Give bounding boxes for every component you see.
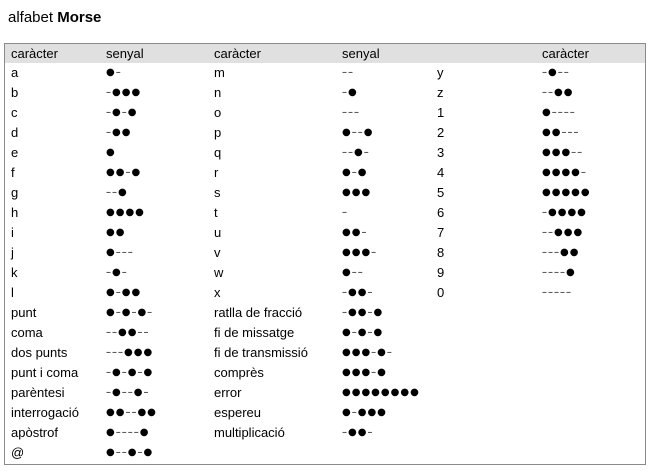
morse-char-cell: 0 — [437, 285, 445, 300]
morse-char-cell: 2 — [437, 125, 445, 140]
morse-char-cell: fi de transmissió — [214, 345, 308, 360]
morse-code-cell: ––– — [342, 107, 360, 118]
morse-code-cell: ● — [106, 147, 116, 158]
morse-table — [4, 43, 646, 465]
morse-code-cell: ●●––– — [542, 127, 580, 138]
morse-code-cell: ●–● — [342, 167, 368, 178]
morse-code-cell: ●●●●– — [542, 167, 587, 178]
morse-code-cell: ●–●●● — [342, 407, 387, 418]
title-prefix: alfabet — [8, 9, 54, 26]
morse-code-cell: –●– — [106, 267, 128, 278]
morse-char-cell: x — [214, 285, 221, 300]
morse-code-cell: – — [342, 207, 348, 218]
morse-code-cell: ●– — [106, 67, 122, 78]
morse-code-cell: –●––●– — [106, 387, 150, 398]
morse-char-cell: espereu — [214, 405, 261, 420]
morse-char-cell: e — [11, 145, 19, 160]
morse-char-cell: 8 — [437, 245, 445, 260]
morse-code-cell: ●–●–● — [342, 327, 384, 338]
morse-code-cell: ●––● — [342, 127, 374, 138]
morse-char-cell: multiplicació — [214, 425, 285, 440]
morse-code-cell: ●●●● — [106, 207, 145, 218]
morse-char-cell: k — [11, 265, 18, 280]
morse-char-cell: 5 — [437, 185, 445, 200]
morse-code-cell: ––● — [106, 187, 128, 198]
morse-code-cell: ●●●– — [342, 247, 378, 258]
morse-char-cell: y — [437, 65, 444, 80]
morse-char-cell: j — [11, 245, 14, 260]
morse-code-cell: ●● — [106, 227, 126, 238]
morse-code-cell: ●●–● — [106, 167, 142, 178]
page-title — [8, 8, 101, 28]
morse-char-cell: error — [214, 385, 242, 400]
morse-code-cell: ●––– — [106, 247, 134, 258]
header-char-1: caràcter — [11, 46, 58, 61]
morse-char-cell: t — [214, 205, 218, 220]
morse-char-cell: h — [11, 205, 19, 220]
morse-char-cell: r — [214, 165, 219, 180]
morse-code-cell: ●–––– — [542, 107, 576, 118]
morse-code-cell: ●–●–●– — [106, 307, 154, 318]
morse-code-cell: –●●● — [106, 87, 142, 98]
morse-code-cell: ●●●–●– — [342, 347, 393, 358]
morse-char-cell: 9 — [437, 265, 445, 280]
morse-code-cell: ●–– — [342, 267, 364, 278]
morse-char-cell: apòstrof — [11, 425, 58, 440]
morse-char-cell: parèntesi — [11, 385, 65, 400]
morse-char-cell: f — [11, 165, 15, 180]
title-bold: Morse — [57, 9, 102, 26]
morse-char-cell: punt i coma — [11, 365, 79, 380]
morse-char-cell: a — [11, 65, 19, 80]
morse-char-cell: w — [214, 265, 224, 280]
morse-code-cell: –● — [342, 87, 358, 98]
morse-char-cell: coma — [11, 325, 43, 340]
morse-char-cell: fi de missatge — [214, 325, 295, 340]
morse-code-cell: –●–●–● — [106, 367, 154, 378]
morse-code-cell: ●●●●● — [542, 187, 591, 198]
morse-code-cell: ●●●–● — [342, 367, 387, 378]
morse-code-cell: ––––● — [542, 267, 576, 278]
morse-char-cell: s — [214, 185, 221, 200]
morse-char-cell: dos punts — [11, 345, 68, 360]
morse-char-cell: u — [214, 225, 222, 240]
morse-code-cell: ●●●–– — [542, 147, 584, 158]
morse-char-cell: i — [11, 225, 14, 240]
morse-code-cell: –– — [342, 67, 354, 78]
morse-char-cell: z — [437, 85, 444, 100]
morse-code-cell: ––●●–– — [106, 327, 150, 338]
morse-code-cell: ––●● — [542, 87, 574, 98]
morse-code-cell: –●●– — [342, 427, 374, 438]
morse-char-cell: p — [214, 125, 222, 140]
morse-code-cell: ●––––● — [106, 427, 150, 438]
morse-char-cell: c — [11, 105, 18, 120]
morse-char-cell: comprès — [214, 365, 264, 380]
morse-code-cell: ––●– — [342, 147, 370, 158]
morse-code-cell: ●●●●●●●● — [342, 387, 420, 398]
morse-code-cell: –●●– — [342, 287, 374, 298]
morse-char-cell: ratlla de fracció — [214, 305, 303, 320]
morse-char-cell: 3 — [437, 145, 445, 160]
morse-code-cell: –––●●● — [106, 347, 154, 358]
morse-code-cell: ●–●● — [106, 287, 142, 298]
morse-char-cell: @ — [11, 445, 25, 460]
morse-code-cell: ––●●● — [542, 227, 584, 238]
morse-code-cell: ●––●–● — [106, 447, 154, 458]
morse-char-cell: n — [214, 85, 222, 100]
header-code-2: senyal — [342, 46, 380, 61]
morse-char-cell: 4 — [437, 165, 445, 180]
header-char-2: caràcter — [214, 46, 261, 61]
morse-char-cell: d — [11, 125, 19, 140]
header-char-3: caràcter — [542, 46, 589, 61]
morse-char-cell: m — [214, 65, 225, 80]
morse-code-cell: –––●● — [542, 247, 580, 258]
morse-char-cell: q — [214, 145, 222, 160]
morse-code-cell: ●●● — [342, 187, 372, 198]
morse-char-cell: v — [214, 245, 221, 260]
morse-code-cell: ●●––●● — [106, 407, 157, 418]
morse-char-cell: punt — [11, 305, 37, 320]
morse-char-cell: 6 — [437, 205, 445, 220]
morse-char-cell: interrogació — [11, 405, 79, 420]
morse-code-cell: –●●–● — [342, 307, 384, 318]
morse-code-cell: –●●●● — [542, 207, 587, 218]
morse-char-cell: g — [11, 185, 19, 200]
morse-char-cell: 7 — [437, 225, 445, 240]
morse-code-cell: ––––– — [542, 287, 572, 298]
header-code-1: senyal — [106, 46, 144, 61]
morse-code-cell: –●–● — [106, 107, 138, 118]
morse-char-cell: 1 — [437, 105, 445, 120]
morse-code-cell: –●● — [106, 127, 132, 138]
morse-char-cell: b — [11, 85, 19, 100]
morse-code-cell: ●●– — [342, 227, 368, 238]
morse-char-cell: o — [214, 105, 222, 120]
morse-char-cell: l — [11, 285, 14, 300]
morse-code-cell: –●–– — [542, 67, 570, 78]
